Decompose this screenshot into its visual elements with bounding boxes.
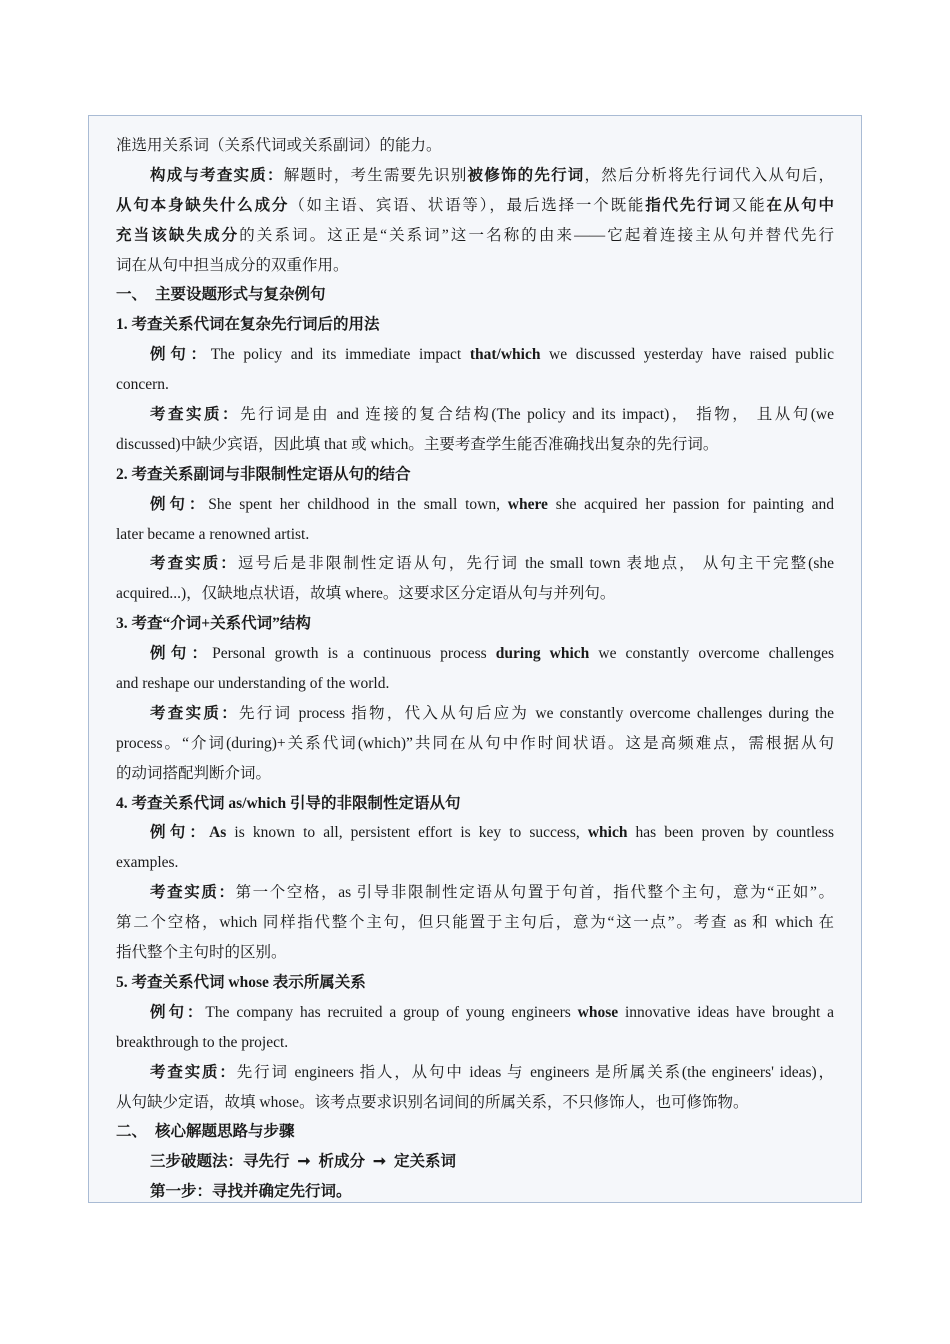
paragraph-line: 从句缺少定语，故填 whose。该考点要求识别名词间的所属关系，不只修饰人，也可修饰物。 [116,1093,749,1111]
arrow-right-icon: ➞ [373,1153,387,1171]
example-sentence: 例句：Personal growth is a continuous process during which we constantly overcome challenges [150,645,834,663]
answer-keyword: whose [577,1003,619,1021]
paragraph-line: process。“介词(during)+关系代词(which)”共同在从句中作时间状语。这是高频难点，需根据从句 [116,734,834,752]
example-label: 例句： [150,645,213,663]
example-label: 例句： [150,495,209,513]
paragraph-line: 从句本身缺失什么成分（如主语、宾语、状语等），最后选择一个既能指代先行词又能在从句中 [116,196,834,214]
subsection-title-5: 5. 考查关系代词 whose 表示所属关系 [116,973,366,991]
content-box [88,115,862,1203]
paragraph-line: 词在从句中担当成分的双重作用。 [116,256,349,274]
composition-label: 构成与考查实质： [150,166,284,184]
example-sentence: 例句：The company has recruited a group of young engineers whose innovative ideas have brought a [150,1003,834,1021]
paragraph-line: later became a renowned artist. [116,525,310,543]
subsection-title-3: 3. 考查“介词+关系代词”结构 [116,615,311,633]
example-sentence: 例句：The policy and its immediate impact that/which we discussed yesterday have raised public [150,346,834,364]
three-step-method: 三步破题法：寻先行 ➞ 析成分 ➞ 定关系词 [116,1147,834,1177]
subsection-title-1: 1. 考查关系代词在复杂先行词后的用法 [116,316,380,334]
paragraph-line: 的动词搭配判断介词。 [116,764,272,782]
example-label: 例句： [150,1003,206,1021]
answer-keyword: where [507,495,548,513]
composition-paragraph: 构成与考查实质：解题时，考生需要先识别被修饰的先行词，然后分析将先行词代入从句后， [150,166,834,184]
answer-keyword: that/which [469,346,541,364]
example-sentence: 例句：As is known to all, persistent effort is key to success, which has been proven by countless [150,824,834,842]
example-label: 例句： [150,346,211,364]
section-heading-1: 一、 主要设题形式与复杂例句 [116,286,326,304]
answer-keyword: which [587,824,628,842]
paragraph-line: 第二个空格，which 同样指代整个主句，但只能置于主句后，意为“这一点”。考查 as 和 which 在 [116,914,834,932]
paragraph-line: discussed)中缺少宾语，因此填 that 或 which。主要考查学生能否准确找出复杂的先行词。 [116,435,719,453]
example-label: 例句： [150,824,210,842]
paragraph-line: examples. [116,854,179,872]
analysis-label: 考查实质： [150,406,241,424]
analysis-label: 考查实质： [150,1063,237,1081]
subsection-title-4: 4. 考查关系代词 as/which 引导的非限制性定语从句 [116,794,461,812]
paragraph-line: 准选用关系词（关系代词或关系副词）的能力。 [116,137,442,154]
analysis-label: 考查实质： [150,555,238,573]
analysis-label: 考查实质： [150,704,239,722]
section-heading-2: 二、 核心解题思路与步骤 [116,1123,295,1141]
paragraph-line: acquired...)，仅缺地点状语，故填 where。这要求区分定语从句与并列句。 [116,585,616,603]
analysis-paragraph: 考查实质：先行词 process 指物，代入从句后应为 we constantly overcome challenges during the [150,704,834,722]
analysis-paragraph: 考查实质：先行词是由 and 连接的复合结构(The policy and its impact)， 指物， 且从句(we [150,406,834,424]
example-sentence: 例句：She spent her childhood in the small town, where she acquired her passion for painting and [150,495,835,513]
paragraph-line: 指代整个主句时的区别。 [116,944,287,962]
arrow-right-icon: ➞ [297,1153,311,1171]
answer-keyword: during which [495,645,590,663]
paragraph-line: breakthrough to the project. [116,1033,289,1051]
analysis-label: 考查实质： [150,884,236,902]
step-one: 第一步：寻找并确定先行词。 [150,1183,352,1201]
paragraph-line: concern. [116,376,169,394]
paragraph-line: 充当该缺失成分的关系词。这正是“关系词”这一名称的由来——它起着连接主从句并替代先行 [116,226,834,244]
analysis-paragraph: 考查实质：第一个空格，as 引导非限制性定语从句置于句首，指代整个主句，意为“正如”。 [150,884,834,902]
analysis-paragraph: 考查实质：逗号后是非限制性定语从句，先行词 the small town 表地点， 从句主干完整(she [150,555,834,573]
answer-keyword: As [209,824,227,842]
subsection-title-2: 2. 考查关系副词与非限制性定语从句的结合 [116,465,411,483]
analysis-paragraph: 考查实质：先行词 engineers 指人，从句中 ideas 与 engineers 是所属关系(the engineers' ideas)， [150,1063,834,1081]
paragraph-line: and reshape our understanding of the world. [116,675,390,693]
